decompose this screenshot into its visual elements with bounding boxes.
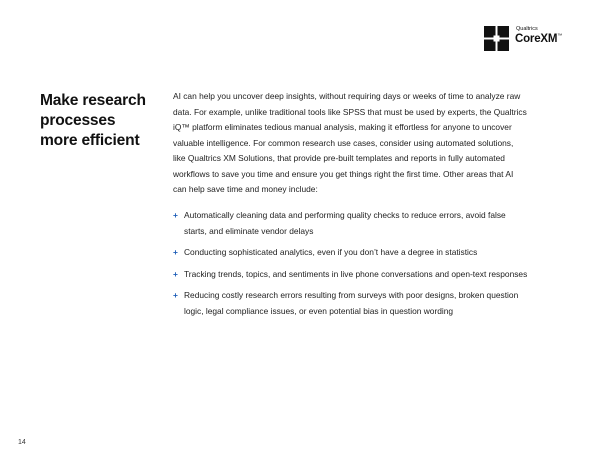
list-item-text: Tracking trends, topics, and sentiments in live phone conversations and open-text responses	[184, 268, 528, 279]
logo-product-name: CoreXM	[515, 33, 558, 45]
list-item-text: starts, and eliminate vendor delays	[184, 225, 314, 236]
intro-line: can help save time and money include:	[173, 184, 318, 194]
list-item	[173, 267, 558, 283]
qualtrics-logo-icon	[484, 26, 509, 51]
intro-line: data. For example, unlike traditional tools like SPSS that must be used by experts, the Qualtrics	[173, 106, 527, 117]
intro-line: workflows to save you time and ensure you get things right the first time. Other areas that AI	[173, 168, 514, 179]
logo-product-text	[515, 33, 562, 45]
plus-icon: +	[173, 247, 178, 257]
list-item-text: Conducting sophisticated analytics, even if you don’t have a degree in statistics	[184, 247, 478, 257]
logo-brand-text: Qualtrics	[516, 26, 538, 32]
list-item	[173, 245, 558, 261]
plus-icon: +	[173, 268, 178, 279]
body-column	[173, 89, 558, 316]
section-heading	[40, 91, 160, 151]
list-item-text: Reducing costly research errors resulting from surveys with poor designs, broken question	[184, 290, 519, 300]
intro-paragraph	[173, 89, 558, 198]
page-number: 14	[18, 439, 26, 446]
plus-icon: +	[173, 210, 178, 220]
intro-line: iQ™ platform eliminates tedious manual analysis, making it effortless for anyone to uncover	[173, 122, 512, 132]
heading-line: processes	[40, 112, 116, 129]
intro-line: valuable intelligence. For common research use cases, consider using automated solutions,	[173, 137, 514, 148]
logo-trademark: ™	[557, 33, 563, 40]
plus-icon: +	[173, 290, 178, 300]
intro-line: like Qualtrics XM Solutions, that provide pre-built templates and reports in fully automated	[173, 153, 505, 163]
qualtrics-corexm-logo	[484, 24, 564, 54]
heading-line: more efficient	[40, 132, 140, 149]
list-item	[173, 288, 558, 319]
list-item	[173, 208, 558, 239]
heading-line: Make research	[40, 92, 146, 109]
intro-line: AI can help you uncover deep insights, without requiring days or weeks of time to analyze raw	[173, 91, 521, 101]
benefits-list	[173, 208, 558, 325]
list-item-text: logic, legal compliance issues, or even potential bias in question wording	[184, 305, 454, 316]
list-item-text: Automatically cleaning data and performing quality checks to reduce errors, avoid false	[184, 210, 506, 220]
